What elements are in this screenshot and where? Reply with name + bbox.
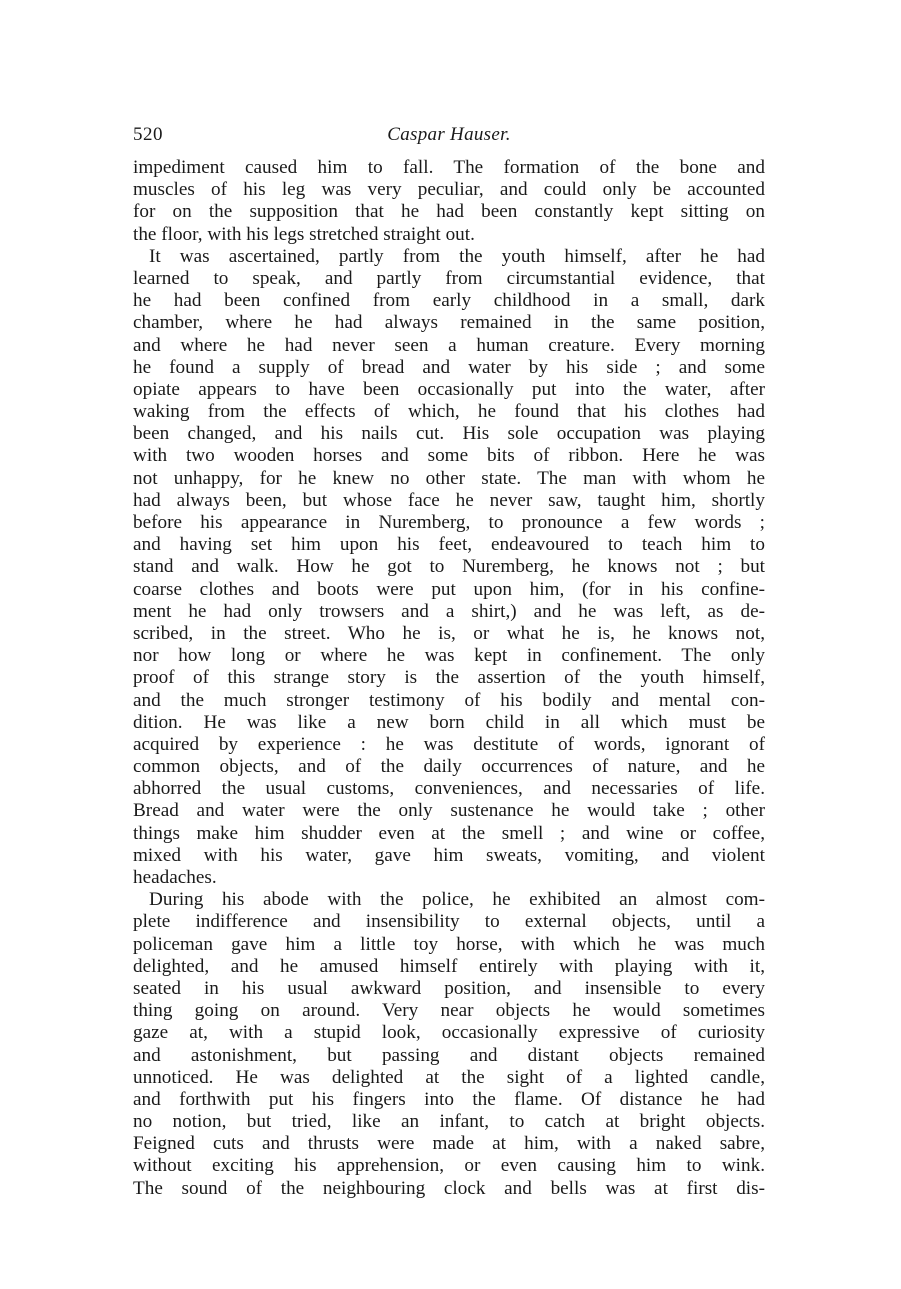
text-line: no notion, but tried, like an infant, to catch at bright objects. xyxy=(133,1111,765,1133)
text-line: opiate appears to have been occasionally put into the water, after xyxy=(133,378,765,400)
text-line: chamber, where he had always remained in the same position, xyxy=(133,312,765,334)
text-line: and where he had never seen a human creature. Every morning xyxy=(133,334,765,356)
text-line: and forthwith put his fingers into the flame. Of distance he had xyxy=(133,1088,765,1110)
text-line: with two wooden horses and some bits of ribbon. Here he was xyxy=(133,445,765,467)
body-text xyxy=(133,157,765,1200)
text-line: for on the supposition that he had been constantly kept sitting on xyxy=(133,201,765,223)
text-line: learned to speak, and partly from circumstantial evidence, that xyxy=(133,267,765,289)
text-line: the floor, with his legs stretched straight out. xyxy=(133,223,475,245)
text-line: acquired by experience : he was destitute of words, ignorant of xyxy=(133,733,765,755)
text-line: things make him shudder even at the smell ; and wine or coffee, xyxy=(133,822,765,844)
text-line: and astonishment, but passing and distant objects remained xyxy=(133,1044,765,1066)
text-line: During his abode with the police, he exhibited an almost com- xyxy=(149,889,765,911)
text-line: without exciting his apprehension, or even causing him to wink. xyxy=(133,1155,765,1177)
text-line: common objects, and of the daily occurrences of nature, and he xyxy=(133,756,765,778)
text-line: been changed, and his nails cut. His sole occupation was playing xyxy=(133,423,765,445)
text-line: abhorred the usual customs, conveniences, and necessaries of life. xyxy=(133,778,765,800)
text-line: nor how long or where he was kept in confinement. The only xyxy=(133,645,765,667)
text-line: ment he had only trowsers and a shirt,) and he was left, as de- xyxy=(133,600,765,622)
text-line: It was ascertained, partly from the youth himself, after he had xyxy=(149,245,765,267)
text-line: plete indifference and insensibility to external objects, until a xyxy=(133,911,765,933)
text-line: he found a supply of bread and water by his side ; and some xyxy=(133,356,765,378)
text-line: and the much stronger testimony of his bodily and mental con- xyxy=(133,689,765,711)
text-line: mixed with his water, gave him sweats, vomiting, and violent xyxy=(133,844,765,866)
text-line: muscles of his leg was very peculiar, and could only be accounted xyxy=(133,179,765,201)
text-line: policeman gave him a little toy horse, with which he was much xyxy=(133,933,765,955)
text-line: headaches. xyxy=(133,867,217,888)
text-line: unnoticed. He was delighted at the sight of a lighted candle, xyxy=(133,1066,765,1088)
text-line: The sound of the neighbouring clock and bells was at first dis- xyxy=(133,1177,765,1199)
text-line: proof of this strange story is the assertion of the youth himself, xyxy=(133,667,765,689)
text-line: thing going on around. Very near objects he would sometimes xyxy=(133,1000,765,1022)
text-line: Feigned cuts and thrusts were made at him, with a naked sabre, xyxy=(133,1133,765,1155)
text-line: gaze at, with a stupid look, occasionally expressive of curiosity xyxy=(133,1022,765,1044)
text-line: impediment caused him to fall. The formation of the bone and xyxy=(133,157,765,178)
running-title: Caspar Hauser. xyxy=(387,124,511,145)
text-line: coarse clothes and boots were put upon him, (for in his confine- xyxy=(133,578,765,600)
text-line: stand and walk. How he got to Nuremberg, he knows not ; but xyxy=(133,556,765,578)
running-head xyxy=(133,124,765,150)
text-line: seated in his usual awkward position, and insensible to every xyxy=(133,977,765,999)
text-line: before his appearance in Nuremberg, to pronounce a few words ; xyxy=(133,512,765,533)
text-line: not unhappy, for he knew no other state. The man with whom he xyxy=(133,467,765,489)
text-line: Bread and water were the only sustenance he would take ; other xyxy=(133,800,765,822)
text-line: dition. He was like a new born child in all which must be xyxy=(133,711,765,733)
page-number: 520 xyxy=(133,124,163,145)
text-line: and having set him upon his feet, endeavoured to teach him to xyxy=(133,534,765,556)
text-line: waking from the effects of which, he found that his clothes had xyxy=(133,401,765,423)
text-line: delighted, and he amused himself entirely with playing with it, xyxy=(133,955,765,977)
text-line: had always been, but whose face he never saw, taught him, shortly xyxy=(133,489,765,511)
text-line: he had been confined from early childhood in a small, dark xyxy=(133,290,765,312)
text-line: scribed, in the street. Who he is, or what he is, he knows not, xyxy=(133,622,765,644)
